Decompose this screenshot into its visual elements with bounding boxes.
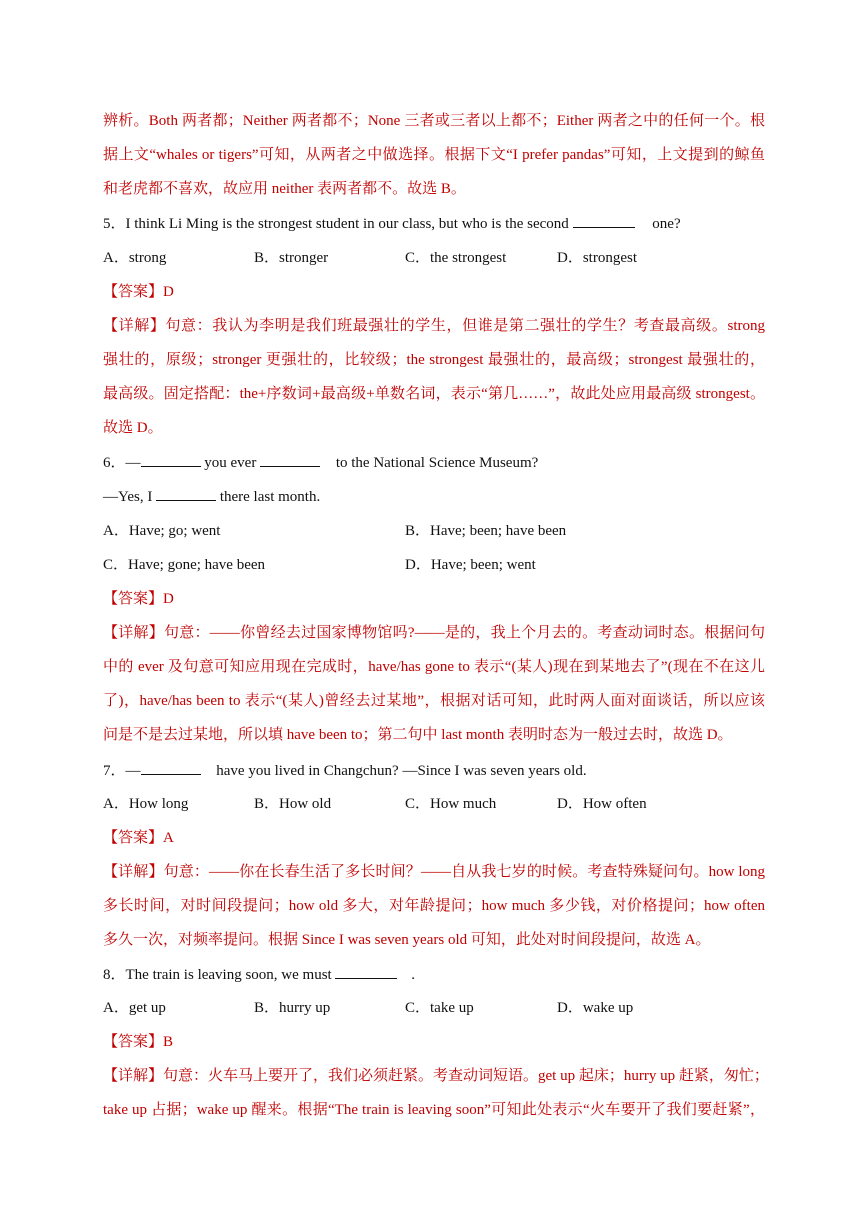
option-d: D．strongest <box>557 250 637 266</box>
option-d: D．wake up <box>557 1000 634 1016</box>
explanation-line: 中的 ever 及句意可知应用现在完成时，have/has gone to 表示“(某人)现在到某地去了”(现在不在这儿 <box>103 659 765 675</box>
explanation-line: 【详解】句意：——你曾经去过国家博物馆吗?——是的，我上个月去的。考查动词时态。根据问句 <box>103 625 765 641</box>
answer-label: 【答案】D <box>103 591 174 607</box>
answer-label: 【答案】D <box>103 284 174 300</box>
question-6-stem: 6．— you ever to the National Science Museum? <box>103 452 538 473</box>
option-c: C．the strongest <box>405 250 507 266</box>
explanation-line: 和老虎都不喜欢，故应用 neither 表两者都不。故选 B。 <box>103 181 466 197</box>
option-c: C．Have; gone; have been <box>103 557 266 573</box>
option-b: B．hurry up <box>254 1000 331 1016</box>
explanation-line: 了)，have/has been to 表示“(某人)曾经去过某地”，根据对话可知，此时两人面对面谈话，所以应该 <box>103 693 765 709</box>
answer-label: 【答案】B <box>103 1034 174 1050</box>
answer-blank <box>156 486 216 501</box>
option-a: A．strong <box>103 250 167 266</box>
answer-blank <box>335 964 397 979</box>
option-c: C．How much <box>405 796 497 812</box>
explanation-line: 问是不是去过某地，所以填 have been to；第二句中 last month 表明时态为一般过去时，故选 D。 <box>103 727 733 743</box>
question-8-stem: 8．The train is leaving soon, we must . <box>103 964 415 985</box>
question-6-reply: —Yes, I there last month. <box>103 486 320 507</box>
option-b: B．How old <box>254 796 332 812</box>
answer-label: 【答案】A <box>103 830 174 846</box>
explanation-line: 多久一次，对频率提问。根据 Since I was seven years old 可知，此处对时间段提问，故选 A。 <box>103 932 711 948</box>
explanation-line: 最高级。固定搭配：the+序数词+最高级+单数名词，表示“第几……”，故此处应用最高级 strongest。 <box>103 386 765 402</box>
explanation-line: 多长时间，对时间段提问；how old 多大，对年龄提问；how much 多少钱，对价格提问；how often <box>103 898 765 914</box>
explanation-line: 据上文“whales or tigers”可知，从两者之中做选择。根据下文“I prefer pandas”可知，上文提到的鲸鱼 <box>103 147 765 163</box>
question-7-stem: 7．— have you lived in Changchun? —Since I was seven years old. <box>103 760 587 781</box>
option-a: A．How long <box>103 796 189 812</box>
question-5-stem: 5．I think Li Ming is the strongest student in our class, but who is the second one? <box>103 213 681 234</box>
answer-blank <box>141 452 201 467</box>
explanation-line: take up 占据；wake up 醒来。根据“The train is leaving soon”可知此处表示“火车要开了我们要赶紧”， <box>103 1102 765 1118</box>
option-b: B．Have; been; have been <box>405 523 567 539</box>
option-d: D．Have; been; went <box>405 557 536 573</box>
option-c: C．take up <box>405 1000 474 1016</box>
explanation-line: 【详解】句意：——你在长春生活了多长时间？——自从我七岁的时候。考查特殊疑问句。how long <box>103 864 765 880</box>
option-b: B．stronger <box>254 250 329 266</box>
answer-blank <box>141 760 201 775</box>
answer-blank <box>260 452 320 467</box>
option-a: A．get up <box>103 1000 166 1016</box>
option-d: D．How often <box>557 796 647 812</box>
answer-blank <box>573 213 635 228</box>
option-a: A．Have; go; went <box>103 523 221 539</box>
explanation-line: 故选 D。 <box>103 420 163 436</box>
explanation-line: 强壮的，原级；stronger 更强壮的，比较级；the strongest 最强壮的，最高级；strongest 最强壮的， <box>103 352 765 368</box>
explanation-line: 【详解】句意：火车马上要开了，我们必须赶紧。考查动词短语。get up 起床；hurry up 赶紧，匆忙； <box>103 1068 769 1084</box>
explanation-line: 【详解】句意：我认为李明是我们班最强壮的学生，但谁是第二强壮的学生？考查最高级。strong <box>103 318 765 334</box>
explanation-line: 辨析。Both 两者都；Neither 两者都不；None 三者或三者以上都不；Either 两者之中的任何一个。根 <box>103 113 765 129</box>
